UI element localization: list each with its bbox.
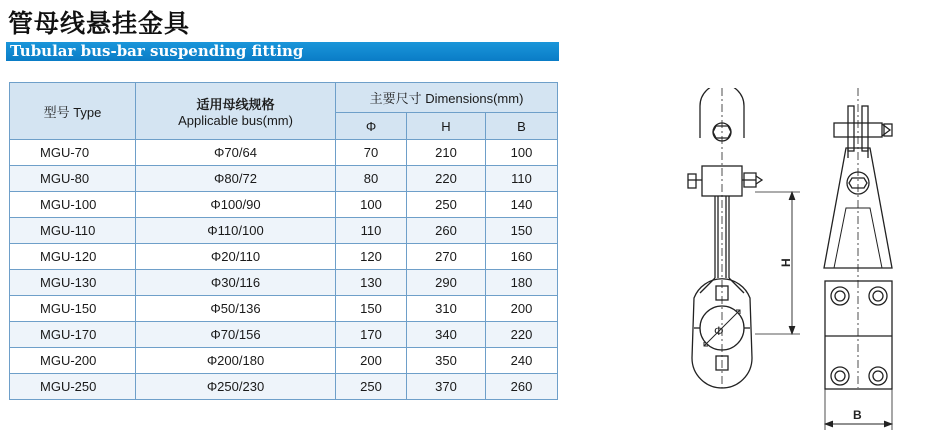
- cell-bus: Φ50/136: [136, 296, 336, 322]
- cell-h: 350: [407, 348, 486, 374]
- cell-bus: Φ200/180: [136, 348, 336, 374]
- side-view: [824, 88, 892, 389]
- table-row: [10, 322, 558, 348]
- label-phi: Φ: [714, 324, 724, 338]
- cell-model: MGU-110: [10, 218, 136, 244]
- subtitle-bar: [6, 42, 559, 61]
- fitting-drawing: [660, 88, 940, 434]
- cell-h: 260: [407, 218, 486, 244]
- cell-b: 200: [486, 296, 558, 322]
- header-applicable-bus: [136, 83, 336, 140]
- header-bus-en: Applicable bus(mm): [178, 113, 293, 128]
- cell-h: 340: [407, 322, 486, 348]
- cell-phi: 120: [336, 244, 407, 270]
- header-b: B: [486, 113, 558, 140]
- table-header: [10, 83, 558, 140]
- header-bus-cn: 适用母线规格: [196, 97, 275, 112]
- front-view: [688, 88, 762, 388]
- label-h: H: [779, 258, 793, 267]
- cell-model: MGU-70: [10, 140, 136, 166]
- cell-model: MGU-100: [10, 192, 136, 218]
- cell-phi: 200: [336, 348, 407, 374]
- dimension-b: [825, 389, 892, 430]
- cell-bus: Φ30/116: [136, 270, 336, 296]
- header-dimensions: 主要尺寸 Dimensions(mm): [336, 83, 558, 113]
- cell-bus: Φ250/230: [136, 374, 336, 400]
- cell-h: 250: [407, 192, 486, 218]
- cell-phi: 130: [336, 270, 407, 296]
- dimension-h: [755, 192, 800, 334]
- cell-b: 240: [486, 348, 558, 374]
- cell-b: 100: [486, 140, 558, 166]
- table-row: [10, 166, 558, 192]
- cell-model: MGU-150: [10, 296, 136, 322]
- cell-bus: Φ70/156: [136, 322, 336, 348]
- cell-bus: Φ100/90: [136, 192, 336, 218]
- cell-phi: 70: [336, 140, 407, 166]
- cell-h: 210: [407, 140, 486, 166]
- cell-model: MGU-130: [10, 270, 136, 296]
- cell-phi: 100: [336, 192, 407, 218]
- cell-bus: Φ70/64: [136, 140, 336, 166]
- header-type: 型号 Type: [10, 83, 136, 140]
- subtitle-english: Tubular bus-bar suspending fitting: [10, 42, 304, 60]
- cell-h: 310: [407, 296, 486, 322]
- table-row: [10, 192, 558, 218]
- table-row: [10, 296, 558, 322]
- cell-b: 160: [486, 244, 558, 270]
- cell-model: MGU-200: [10, 348, 136, 374]
- header-h: H: [407, 113, 486, 140]
- spec-table: [9, 82, 558, 400]
- page-title: 管母线悬挂金具: [8, 9, 191, 38]
- cell-h: 370: [407, 374, 486, 400]
- cell-bus: Φ20/110: [136, 244, 336, 270]
- cell-phi: 250: [336, 374, 407, 400]
- label-b: B: [853, 408, 862, 422]
- table-row: [10, 348, 558, 374]
- cell-model: MGU-120: [10, 244, 136, 270]
- table-row: [10, 374, 558, 400]
- cell-model: MGU-250: [10, 374, 136, 400]
- table-body: [10, 140, 558, 400]
- cell-bus: Φ80/72: [136, 166, 336, 192]
- cell-bus: Φ110/100: [136, 218, 336, 244]
- cell-b: 220: [486, 322, 558, 348]
- cell-b: 110: [486, 166, 558, 192]
- cell-phi: 110: [336, 218, 407, 244]
- cell-b: 150: [486, 218, 558, 244]
- cell-h: 290: [407, 270, 486, 296]
- cell-phi: 80: [336, 166, 407, 192]
- table-row: [10, 218, 558, 244]
- table-row: [10, 270, 558, 296]
- cell-b: 260: [486, 374, 558, 400]
- table-row: [10, 244, 558, 270]
- cell-h: 270: [407, 244, 486, 270]
- cell-model: MGU-170: [10, 322, 136, 348]
- table-row: [10, 140, 558, 166]
- cell-h: 220: [407, 166, 486, 192]
- cell-phi: 170: [336, 322, 407, 348]
- cell-b: 140: [486, 192, 558, 218]
- header-phi: Φ: [336, 113, 407, 140]
- cell-model: MGU-80: [10, 166, 136, 192]
- cell-b: 180: [486, 270, 558, 296]
- cell-phi: 150: [336, 296, 407, 322]
